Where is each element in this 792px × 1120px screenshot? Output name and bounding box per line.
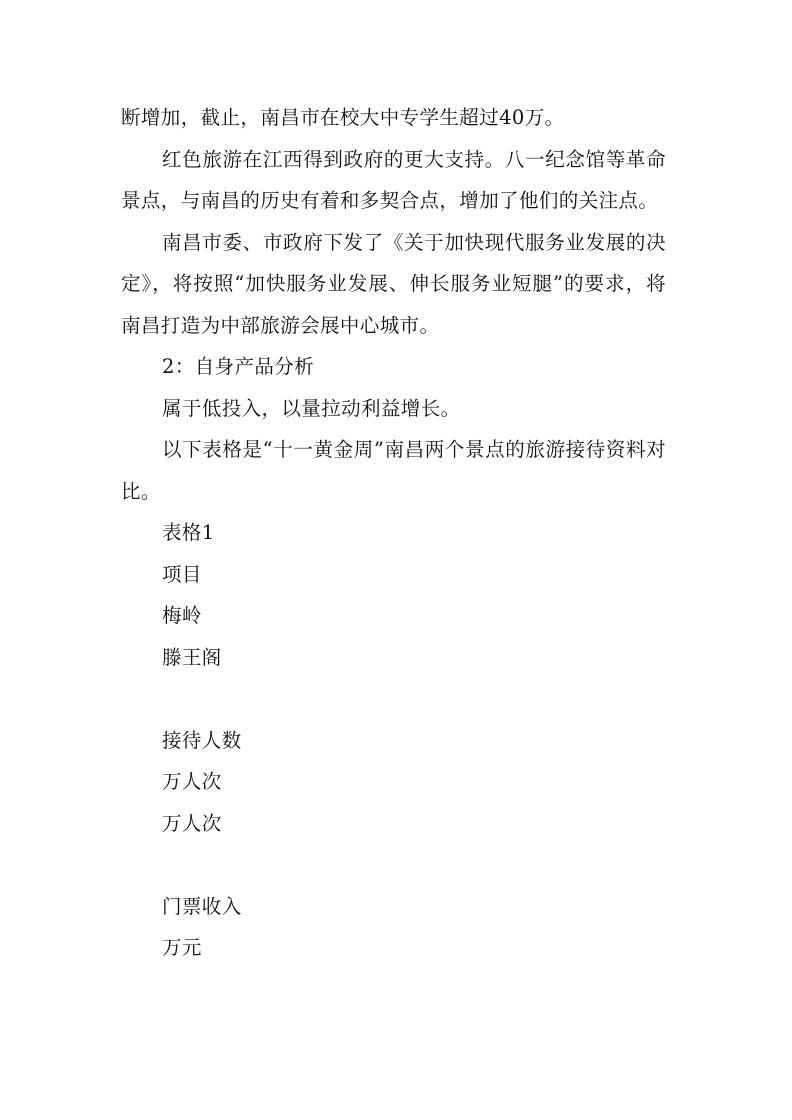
- table-header-tengwang-pavilion: 滕王阁: [162, 645, 222, 669]
- paragraph-student-count: 断增加，截止，南昌市在校大中专学生超过40万。: [121, 106, 565, 129]
- table-cell-revenue-label: 门票收入: [162, 894, 242, 918]
- table-cell-visitors-meiling: 万人次: [162, 770, 222, 793]
- table-cell-visitors-tengwang: 万人次: [162, 811, 222, 835]
- table-caption: 表格1: [162, 521, 215, 544]
- paragraph-table-intro: 以下表格是“十一黄金周”南昌两个景点的旅游接待资料对比。: [121, 438, 666, 503]
- section-heading-product-analysis: 2：自身产品分析: [162, 355, 315, 378]
- table-cell-visitors-label: 接待人数: [162, 728, 242, 752]
- table-cell-revenue-meiling: 万元: [162, 936, 202, 959]
- table-header-item: 项目: [162, 562, 202, 586]
- table-row-gap: [121, 844, 666, 886]
- paragraph-government-decision: 南昌市委、市政府下发了《关于加快现代服务业发展的决定》，将按照“加快服务业发展、伸长服务业短腿”的要求，将南昌打造为中部旅游会展中心城市。: [121, 230, 666, 337]
- document-page: [121, 97, 666, 969]
- paragraph-low-investment: 属于低投入，以量拉动利益增长。: [162, 396, 461, 420]
- paragraph-red-tourism: 红色旅游在江西得到政府的更大支持。八一纪念馆等革命景点，与南昌的历史有着和多契合点，增加了他们的关注点。: [121, 147, 666, 212]
- table-row-gap: [121, 678, 666, 720]
- table-header-meiling: 梅岭: [162, 604, 202, 627]
